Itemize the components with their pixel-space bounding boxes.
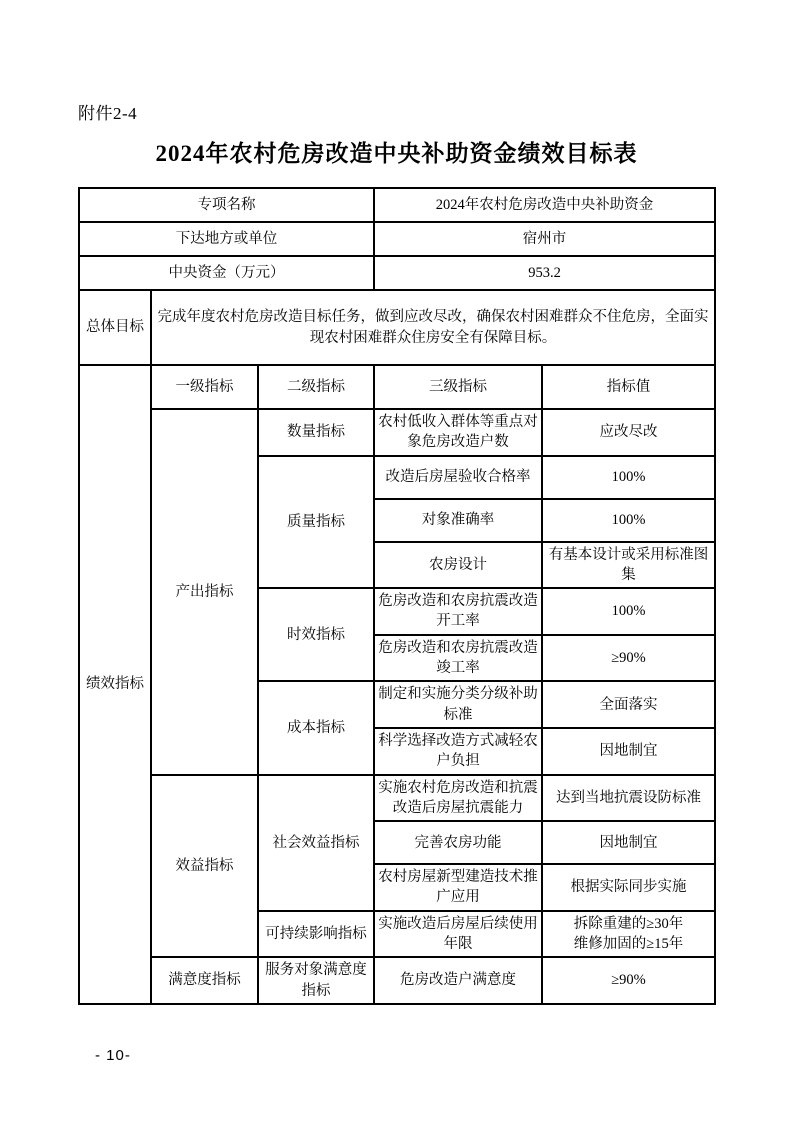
header-level3: 三级指标 [374, 365, 542, 409]
indicator-value: ≥90% [542, 635, 715, 682]
overall-goal-label: 总体目标 [79, 290, 151, 365]
indicator-value: 根据实际同步实施 [542, 864, 715, 911]
table-row-recipient [79, 222, 715, 256]
indicator-value-line1: 拆除重建的≥30年 [573, 915, 684, 932]
table-row-indicator-headers [79, 365, 715, 409]
table-row-project-name [79, 188, 715, 222]
level3-indicator: 农村低收入群体等重点对象危房改造户数 [374, 409, 542, 456]
level2-quantity-indicator: 数量指标 [258, 409, 374, 456]
level3-indicator: 危房改造和农房抗震改造竣工率 [374, 635, 542, 682]
indicator-value: 有基本设计或采用标准图集 [542, 542, 715, 589]
level1-output-indicator: 产出指标 [151, 409, 258, 775]
indicator-value: 100% [542, 588, 715, 635]
level1-benefit-indicator: 效益指标 [151, 775, 258, 958]
indicator-value: 100% [542, 456, 715, 499]
indicator-value: 因地制宜 [542, 821, 715, 864]
table-row-indicator [79, 409, 715, 456]
level2-timeliness-indicator: 时效指标 [258, 588, 374, 681]
overall-goal-text: 完成年度农村危房改造目标任务，做到应改尽改，确保农村困难群众不住危房，全面实现农村困难群众住房安全有保障目标。 [151, 290, 715, 365]
indicator-value: 因地制宜 [542, 728, 715, 775]
table-row-indicator [79, 957, 715, 1004]
level3-indicator: 改造后房屋验收合格率 [374, 456, 542, 499]
indicator-value-line2: 维修加固的≥15年 [573, 936, 684, 953]
table-row-overall-goal [79, 290, 715, 365]
level2-quality-indicator: 质量指标 [258, 456, 374, 589]
level3-indicator: 危房改造和农房抗震改造开工率 [374, 588, 542, 635]
info-value-recipient: 宿州市 [374, 222, 715, 256]
level2-line2: 指标 [301, 982, 331, 999]
level2-sustainability-indicator: 可持续影响指标 [258, 911, 374, 958]
info-label-central-funds: 中央资金（万元） [79, 256, 374, 290]
level1-satisfaction-indicator: 满意度指标 [151, 957, 258, 1004]
attachment-label: 附件2-4 [78, 104, 138, 123]
page-number: - 10- [95, 1047, 131, 1064]
header-level2: 二级指标 [258, 365, 374, 409]
table-row-indicator [79, 775, 715, 822]
info-value-project-name: 2024年农村危房改造中央补助资金 [374, 188, 715, 222]
info-value-central-funds: 953.2 [374, 256, 715, 290]
level3-indicator: 实施改造后房屋后续使用年限 [374, 911, 542, 958]
level2-social-benefit-indicator: 社会效益指标 [258, 775, 374, 911]
level2-cost-indicator: 成本指标 [258, 681, 374, 774]
performance-target-table [78, 187, 716, 1005]
performance-section-label: 绩效指标 [79, 365, 151, 1004]
level3-indicator: 完善农房功能 [374, 821, 542, 864]
level3-indicator: 制定和实施分类分级补助标准 [374, 681, 542, 728]
indicator-value: 应改尽改 [542, 409, 715, 456]
table-row-central-funds [79, 256, 715, 290]
page-title: 2024年农村危房改造中央补助资金绩效目标表 [155, 141, 638, 166]
level2-line1: 服务对象满意度 [265, 962, 367, 979]
indicator-value: 全面落实 [542, 681, 715, 728]
level2-service-satisfaction-indicator [258, 957, 374, 1004]
level3-indicator: 科学选择改造方式减轻农户负担 [374, 728, 542, 775]
level3-indicator: 农村房屋新型建造技术推广应用 [374, 864, 542, 911]
indicator-value: ≥90% [542, 957, 715, 1004]
level3-indicator: 农房设计 [374, 542, 542, 589]
indicator-value: 达到当地抗震设防标准 [542, 775, 715, 822]
level3-indicator: 对象准确率 [374, 499, 542, 542]
header-level1: 一级指标 [151, 365, 258, 409]
header-value: 指标值 [542, 365, 715, 409]
info-label-project-name: 专项名称 [79, 188, 374, 222]
level3-indicator: 实施农村危房改造和抗震改造后房屋抗震能力 [374, 775, 542, 822]
level3-indicator: 危房改造户满意度 [374, 957, 542, 1004]
indicator-value: 100% [542, 499, 715, 542]
indicator-value [542, 911, 715, 958]
info-label-recipient: 下达地方或单位 [79, 222, 374, 256]
